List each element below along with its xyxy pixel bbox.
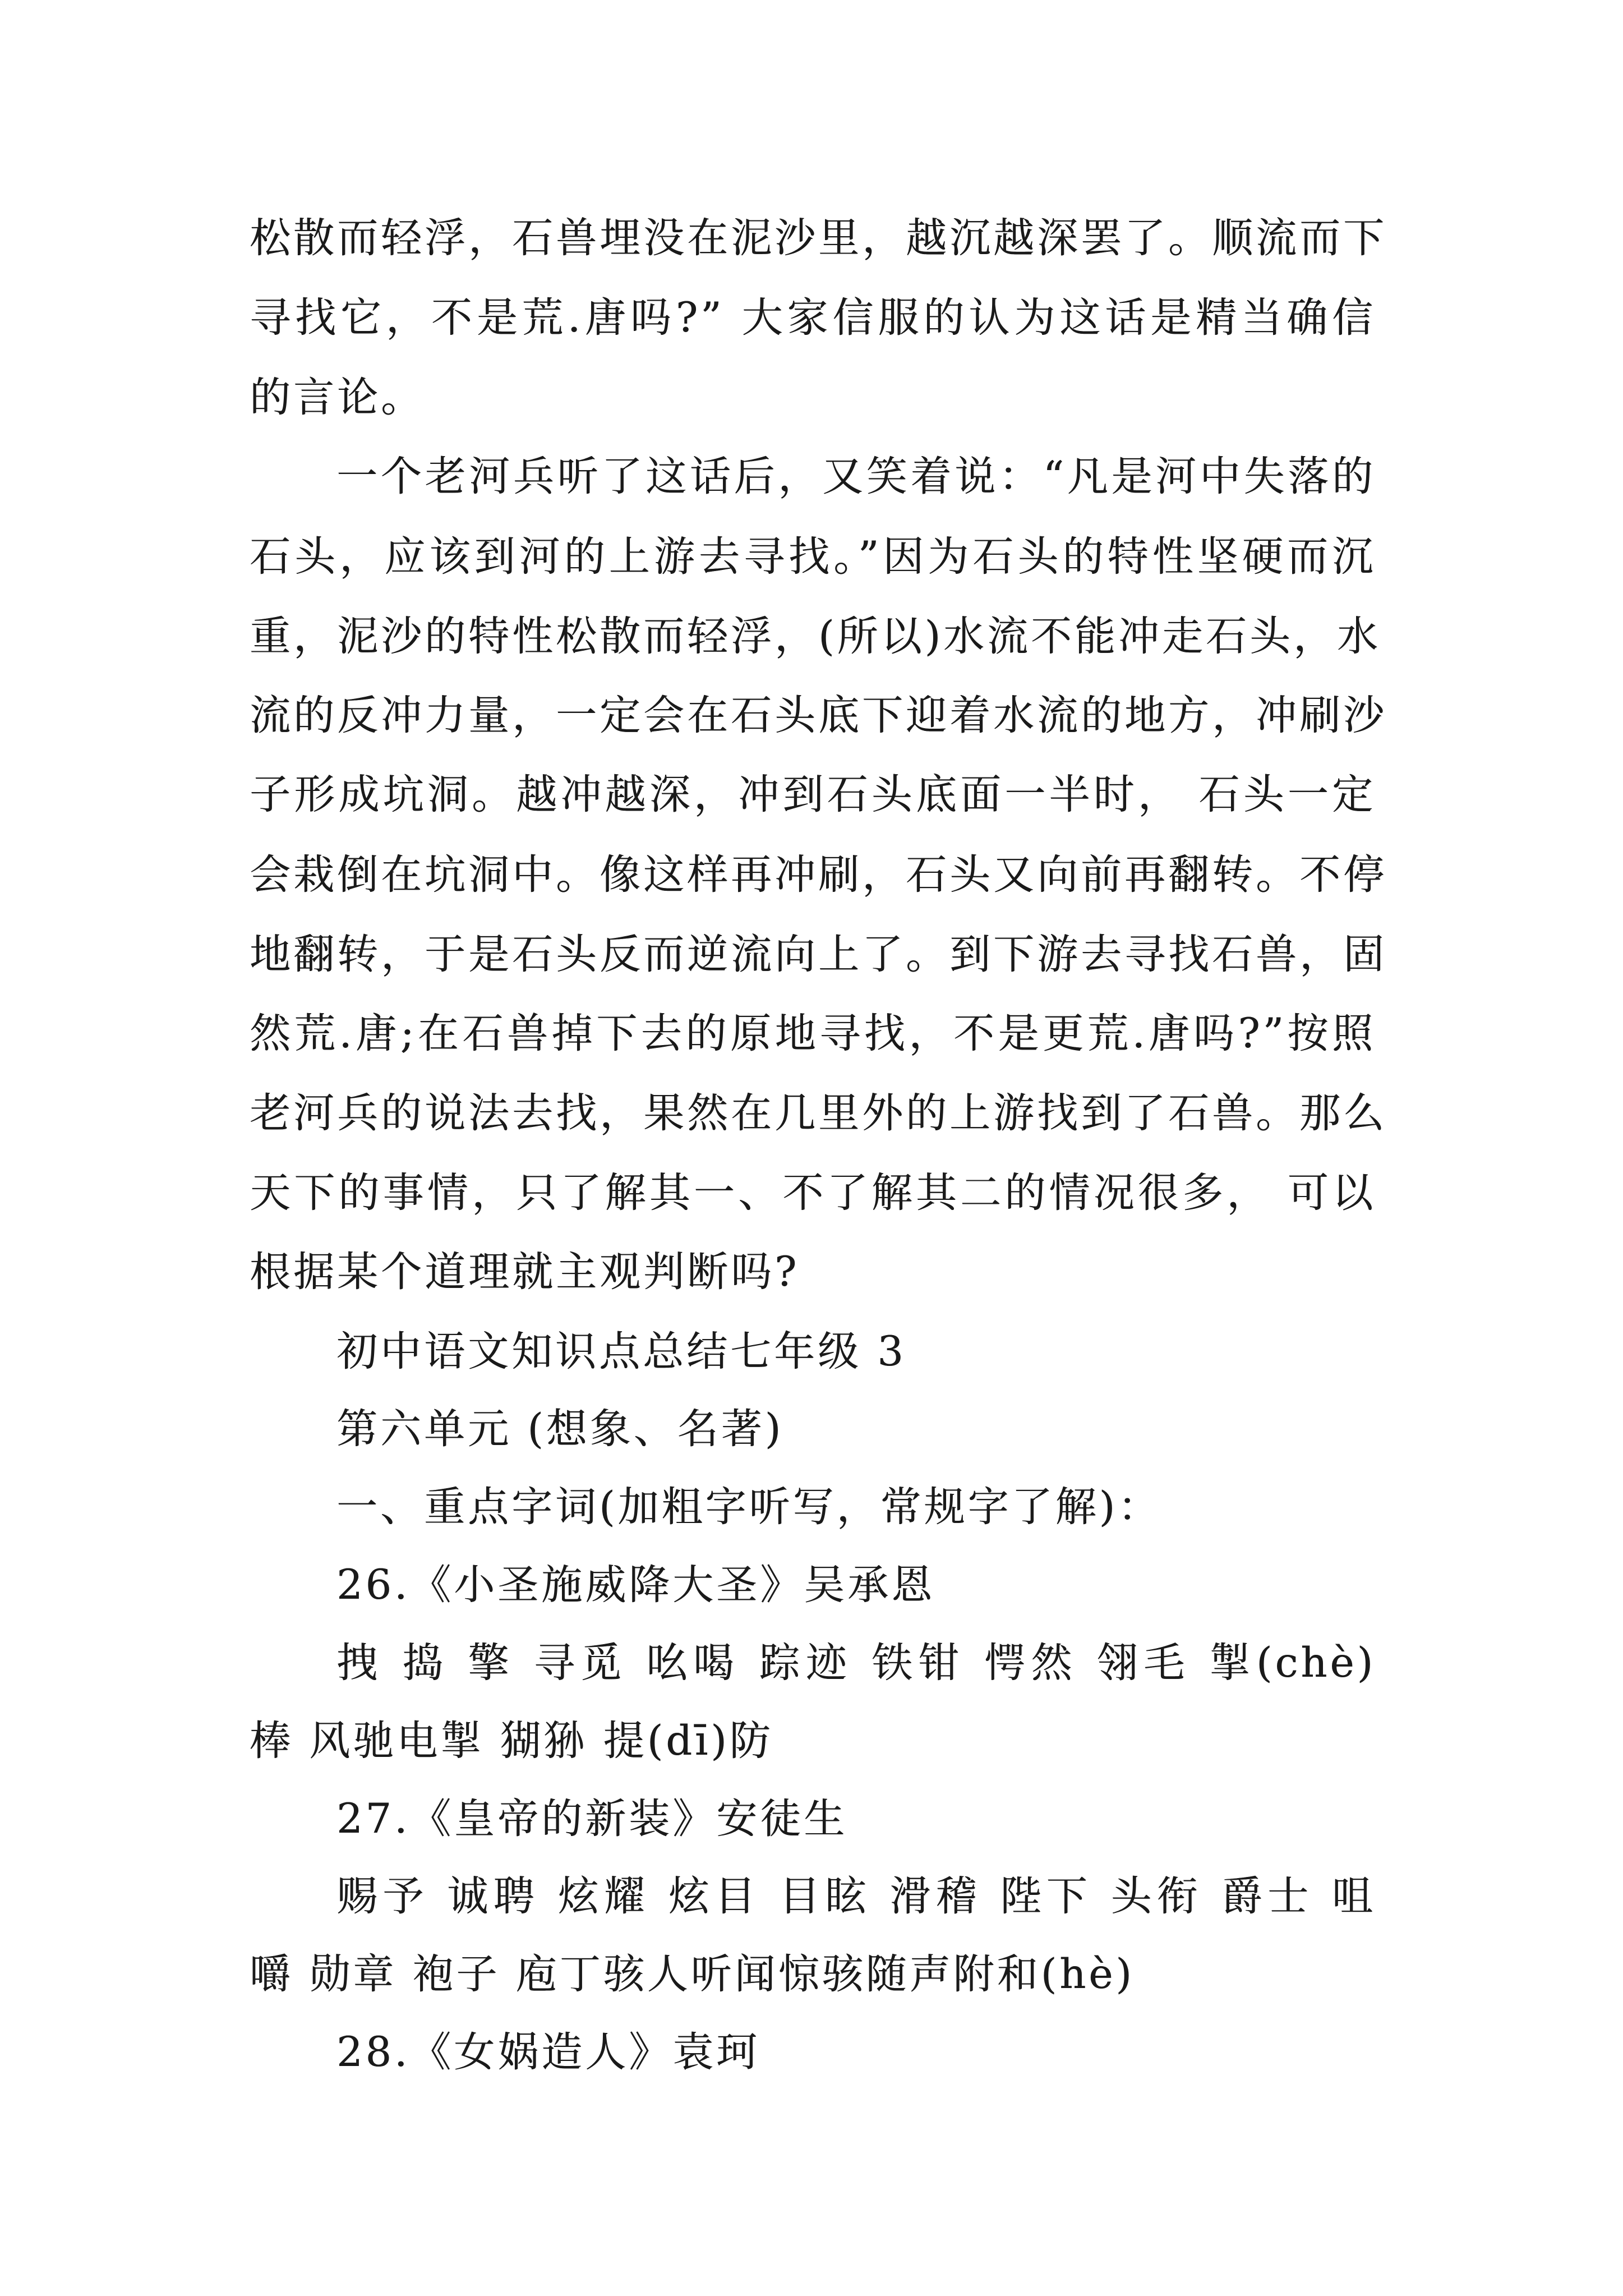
text-line: 会栽倒在坑洞中。像这样再冲刷，石头又向前再翻转。不停 [250,851,1387,899]
unit-heading: 第六单元 (想象、名著) [336,1405,784,1453]
text-line: 子形成坑洞。越冲越深，冲到石头底面一半时， 石头一定 [250,771,1376,818]
text-line: 天下的事情，只了解其一、不了解其二的情况很多， 可以 [250,1169,1376,1217]
lesson-title: 27.《皇帝的新装》安徒生 [336,1795,848,1843]
section-heading: 初中语文知识点总结七年级 3 [336,1328,906,1375]
lesson-title: 26.《小圣施威降大圣》吴承恩 [336,1561,935,1609]
lesson-title: 28.《女娲造人》袁珂 [336,2028,760,2076]
text-line: 老河兵的说法去找，果然在几里外的上游找到了石兽。那么 [250,1089,1387,1137]
subsection-heading: 一、重点字词(加粗字听写，常规字了解)： [336,1483,1161,1531]
text-line: 重，泥沙的特性松散而轻浮，(所以)水流不能冲走石头，水 [250,613,1381,660]
text-line: 流的反冲力量，一定会在石头底下迎着水流的地方，冲刷沙 [250,692,1387,739]
text-line: 松散而轻浮，石兽埋没在泥沙里，越沉越深罢了。顺流而下 [250,214,1387,262]
text-line: 的言论。 [250,374,425,421]
vocab-line: 赐予 诚聘 炫耀 炫目 目眩 滑稽 陛下 头衔 爵士 咀 [336,1872,1376,1920]
text-line: 石头，应该到河的上游去寻找。”因为石头的特性坚硬而沉 [250,533,1376,581]
vocab-line: 拽 捣 擎 寻觅 吆喝 踪迹 铁钳 愕然 翎毛 掣(chè) [336,1639,1376,1687]
text-line: 然荒.唐;在石兽掉下去的原地寻找，不是更荒.唐吗?”按照 [250,1010,1376,1057]
text-line: 地翻转，于是石头反而逆流向上了。到下游去寻找石兽，固 [250,931,1387,978]
vocab-line: 棒 风驰电掣 猢狲 提(dī)防 [250,1717,773,1765]
vocab-line: 嚼 勋章 袍子 庖丁骇人听闻惊骇随声附和(hè) [250,1950,1135,1998]
text-line: 一个老河兵听了这话后，又笑着说：“凡是河中失落的 [336,453,1376,500]
text-line: 根据某个道理就主观判断吗? [250,1248,800,1296]
text-line: 寻找它，不是荒.唐吗?” 大家信服的认为这话是精当确信 [250,294,1376,342]
